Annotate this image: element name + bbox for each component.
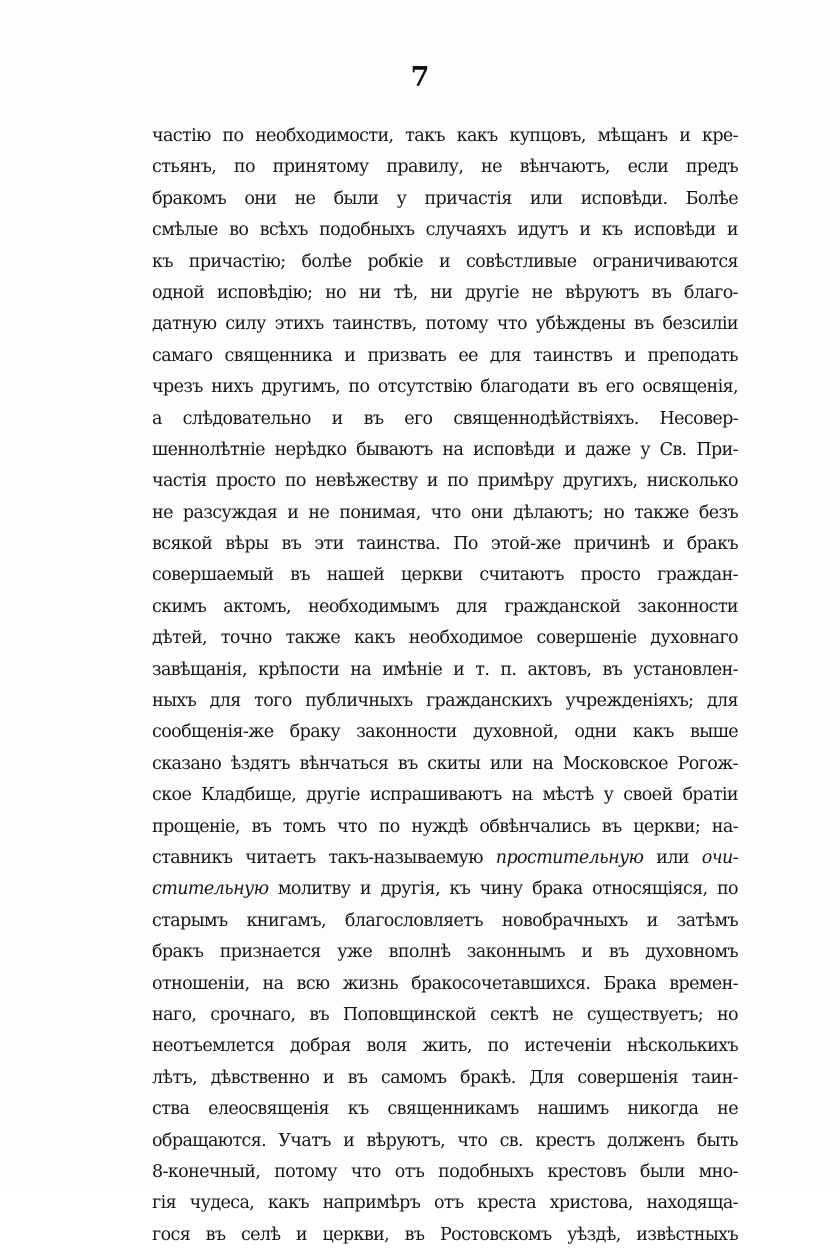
text-line: отношеніи, на всю жизнь бракосочетавшихся. Брака времен- [152,973,738,994]
text-line: наго, срочнаго, въ Поповщинской сектѣ не существуетъ; но [152,1004,738,1025]
text-line: ства елеосвященія къ священникамъ нашимъ никогда не [152,1099,738,1120]
text-line: обращаются. Учатъ и вѣруютъ, что св. крестъ долженъ быть [152,1130,738,1151]
text-line: частія просто по невѣжеству и по примѣру другихъ, нисколько [152,471,738,492]
text-line: ныхъ для того публичныхъ гражданскихъ учрежденіяхъ; для [152,691,738,712]
text-line: неотъемлется добрая воля жить, по истеченіи нѣсколькихъ [152,1036,738,1057]
text-line: прощеніе, въ томъ что по нуждѣ обвѣнчались въ церкви; на- [152,816,738,837]
text-line: датную силу этихъ таинствъ, потому что убѣждены въ безсиліи [152,314,738,335]
text-line: бракъ признается уже вполнѣ законнымъ и въ духовномъ [152,942,738,963]
text-line: завѣщанія, крѣпости на имѣніе и т. п. актовъ, въ установлен- [152,659,738,680]
text-line: смѣлые во всѣхъ подобныхъ случаяхъ идутъ и къ исповѣди и [152,220,738,241]
text-line: къ причастію; болѣе робкіе и совѣстливые ограничиваются [152,251,738,272]
text-line: скимъ актомъ, необходимымъ для гражданской законности [152,596,738,617]
text-line-with-italics [152,843,738,874]
text-line: лѣтъ, дѣвственно и въ самомъ бракѣ. Для совершенія таин- [152,1067,738,1088]
text-line: всякой вѣры въ эти таинства. По этой-же причинѣ и бракъ [152,534,738,555]
italic-term: стительную [152,879,269,900]
text-line: дѣтей, точно также какъ необходимое совершеніе духовнаго [152,628,738,649]
text-line: сказано ѣздятъ вѣнчаться въ скиты или на Московское Рогож- [152,753,738,774]
text-line: стьянъ, по принятому правилу, не вѣнчаютъ, если предъ [152,157,738,178]
text-segment: молитву и другія, къ чину брака относящіяся, по [268,879,738,900]
text-line: сообщенія-же браку законности духовной, одни какъ выше [152,722,738,743]
text-line-with-italics [152,874,738,905]
italic-term: очи- [701,847,738,868]
italic-term: простительную [495,847,644,868]
text-line: гося въ селѣ и церкви, въ Ростовскомъ уѣздѣ, извѣстныхъ [152,1224,738,1245]
text-line: старымъ книгамъ, благословляетъ новобрачныхъ и затѣмъ [152,910,738,931]
text-line: самаго священника и призвать ее для таинствъ и преподать [152,345,738,366]
text-line: ское Кладбище, другіе испрашиваютъ на мѣстѣ у своей братіи [152,785,738,806]
text-line: чрезъ нихъ другимъ, по отсутствію благодати въ его освященія, [152,377,738,398]
text-segment: или [643,847,702,868]
text-line: шеннолѣтніе нерѣдко бываютъ на исповѣди и даже у Св. При- [152,439,738,460]
page-number: 7 [410,62,430,93]
text-line: 8-конечный, потому что отъ подобныхъ крестовъ были мно- [152,1161,738,1182]
text-line: не разсуждая и не понимая, что они дѣлаютъ; но также безъ [152,502,738,523]
text-line: а слѣдовательно и въ его священнодѣйствіяхъ. Несовер- [152,408,738,429]
text-line: бракомъ они не были у причастія или исповѣди. Болѣе [152,188,738,209]
text-line: гія чудеса, какъ напримѣръ отъ креста христова, находяща- [152,1193,738,1214]
text-line: одной исповѣдію; но ни тѣ, ни другіе не вѣруютъ въ благо- [152,282,738,303]
text-line: совершаемый въ нашей церкви считаютъ просто граждан- [152,565,738,586]
body-text [152,121,738,1251]
text-segment: ставникъ читаетъ такъ-называемую [152,847,496,868]
text-line: частію по необходимости, такъ какъ купцовъ, мѣщанъ и кре- [152,126,738,146]
